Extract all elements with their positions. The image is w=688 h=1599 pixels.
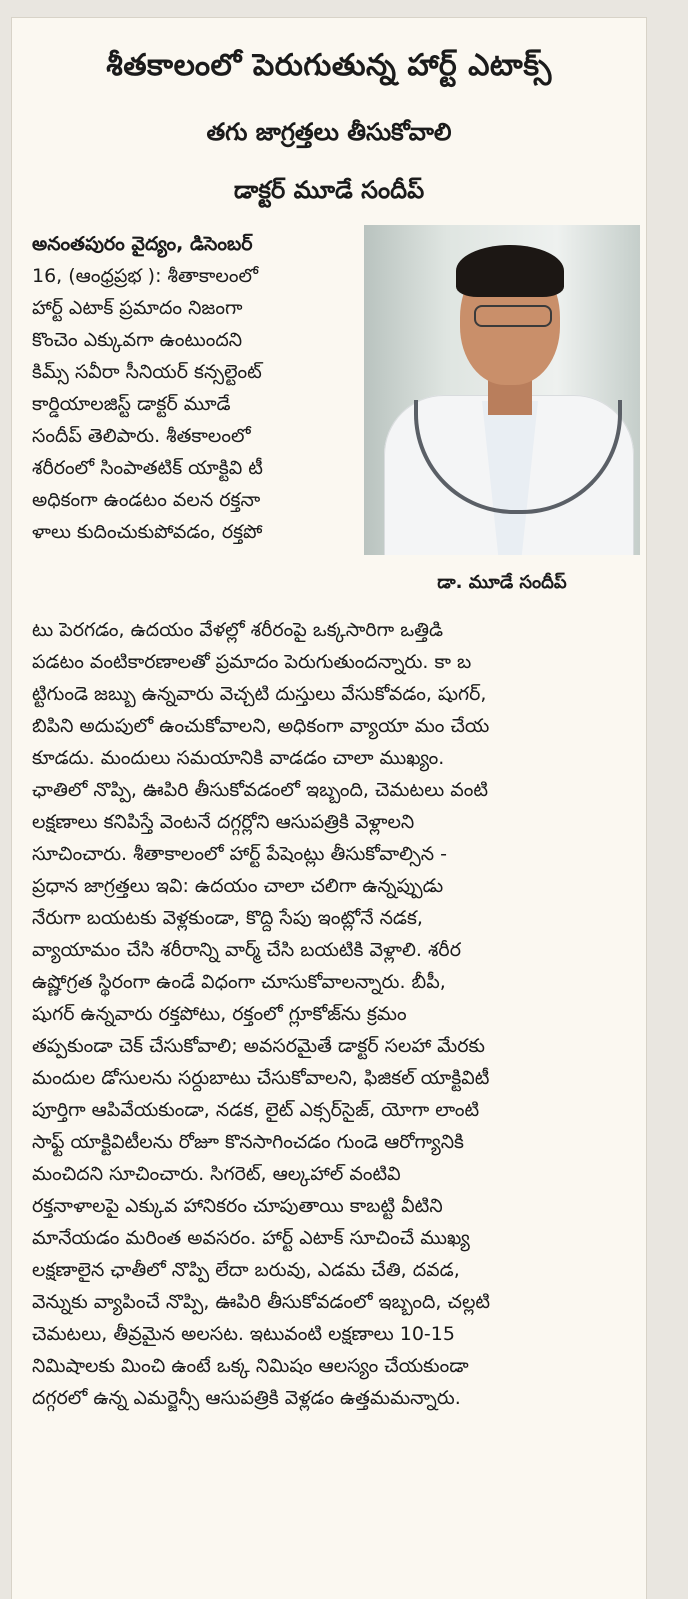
article-line: ట్టిగుండె జబ్బు ఉన్నవారు వెచ్చటి దుస్తులు వేసుకోవడం, షుగర్, xyxy=(32,683,487,705)
article-line: సందీప్ తెలిపారు. శీతకాలంలో xyxy=(32,425,251,447)
article-line: ళాలు కుదించుకుపోవడం, రక్తపో xyxy=(32,521,263,543)
article-line: కూడదు. మందులు సమయానికి వాడడం చాలా ముఖ్యం. xyxy=(32,747,445,769)
doctor-photo xyxy=(364,225,640,555)
article-line: సూచించారు. శీతాకాలంలో హార్ట్ పేషెంట్లు తీసుకోవాల్సిన - xyxy=(32,843,448,865)
article-line: పడటం వంటికారణాలతో ప్రమాదం పెరుగుతుందన్నారు. కా బ xyxy=(32,651,472,673)
article-line: మంచిదని సూచించారు. సిగరెట్, ఆల్కహాల్ వంటివి xyxy=(32,1163,401,1185)
article-line: అనంతపురం వైద్యం, డిసెంబర్ xyxy=(32,233,253,255)
article-line: రక్తనాళాలపై ఎక్కువ హానికరం చూపుతాయి కాబట్టి వీటిని xyxy=(32,1195,443,1217)
article-line: అధికంగా ఉండటం వలన రక్తనా xyxy=(32,489,261,511)
article-line: కిమ్స్ సవీరా సీనియర్ కన్సల్టెంట్ xyxy=(32,361,262,383)
article-line: 16, (ఆంధ్రప్రభ ): శీతాకాలంలో xyxy=(32,265,259,287)
article-line: సాఫ్ట్ యాక్టివిటీలను రోజూ కొనసాగించడం గుండె ఆరోగ్యానికి xyxy=(32,1131,464,1153)
article-line: టు పెరగడం, ఉదయం వేళల్లో శరీరంపై ఒక్కసారిగా ఒత్తిడి xyxy=(32,619,444,641)
article-line: వెన్నుకు వ్యాపించే నొప్పి, ఊపిరి తీసుకోవడంలో ఇబ్బంది, చల్లటి xyxy=(32,1291,491,1313)
article-line: ప్రధాన జాగ్రత్తలు ఇవి: ఉదయం చాలా చలిగా ఉన్నప్పుడు xyxy=(32,875,444,897)
article-line: కార్డియాలజిస్ట్ డాక్టర్ మూడే xyxy=(32,393,231,415)
article-line: లక్షణాలు కనిపిస్తే వెంటనే దగ్గర్లోని ఆసుపత్రికి వెళ్లాలని xyxy=(32,811,415,833)
article-line: కొంచెం ఎక్కువగా ఉంటుందని xyxy=(32,329,243,351)
article-line: తప్పకుండా చెక్ చేసుకోవాలి; అవసరమైతే డాక్టర్ సలహా మేరకు xyxy=(32,1035,485,1057)
photo-caption: డా. మూడే సందీప్ xyxy=(437,572,567,593)
article-line: హార్ట్ ఎటాక్ ప్రమాదం నిజంగా xyxy=(32,297,243,319)
article-line: నిమిషాలకు మించి ఉంటే ఒక్క నిమిషం ఆలస్యం చేయకుండా xyxy=(32,1355,469,1377)
subheading-doctor-name: డాక్టర్ మూడే సందీప్ xyxy=(233,176,425,204)
article-line: చెమటలు, తీవ్రమైన అలసట. ఇటువంటి లక్షణాలు 10-15 xyxy=(32,1323,455,1345)
headline: శీతకాలంలో పెరుగుతున్న హార్ట్ ఎటాక్స్ xyxy=(106,48,552,83)
article-line: లక్షణాలైన ఛాతీలో నొప్పి లేదా బరువు, ఎడమ చేతి, దవడ, xyxy=(32,1259,460,1281)
article-line: ఛాతిలో నొప్పి, ఊపిరి తీసుకోవడంలో ఇబ్బంది, చెమటలు వంటి xyxy=(32,779,489,801)
article-line: మందుల డోసులను సర్దుబాటు చేసుకోవాలని, ఫిజికల్ యాక్టివిటీ xyxy=(32,1067,490,1089)
article-wide-column xyxy=(32,614,638,1414)
article-line: ఉష్ణోగ్రత స్థిరంగా ఉండే విధంగా చూసుకోవాలన్నారు. బీపీ, xyxy=(32,971,446,993)
subheading-precautions: తగు జాగ్రత్తలు తీసుకోవాలి xyxy=(206,118,452,146)
article-line: షుగర్ ఉన్నవారు రక్తపోటు, రక్తంలో గ్లూకోజ్‌ను క్రమం xyxy=(32,1003,407,1025)
article-line: వ్యాయామం చేసి శరీరాన్ని వార్మ్ చేసి బయటికి వెళ్లాలి. శరీర xyxy=(32,939,461,961)
article-line: పూర్తిగా ఆపివేయకుండా, నడక, లైట్ ఎక్సర్‌సైజ్, యోగా లాంటి xyxy=(32,1099,480,1121)
article-line: శరీరంలో సింపాతటిక్ యాక్టివి టీ xyxy=(32,457,263,479)
newspaper-clipping xyxy=(12,18,646,1599)
article-line: దగ్గరలో ఉన్న ఎమర్జెన్సీ ఆసుపత్రికి వెళ్లడం ఉత్తమమన్నారు. xyxy=(32,1387,461,1409)
article-narrow-column xyxy=(32,228,362,548)
article-line: నేరుగా బయటకు వెళ్లకుండా, కొద్ది సేపు ఇంట్లోనే నడక, xyxy=(32,907,423,929)
article-line: మానేయడం మరింత అవసరం. హార్ట్ ఎటాక్ సూచించే ముఖ్య xyxy=(32,1227,470,1249)
article-line: బిపిని అదుపులో ఉంచుకోవాలని, అధికంగా వ్యాయా మం చేయ xyxy=(32,715,490,737)
